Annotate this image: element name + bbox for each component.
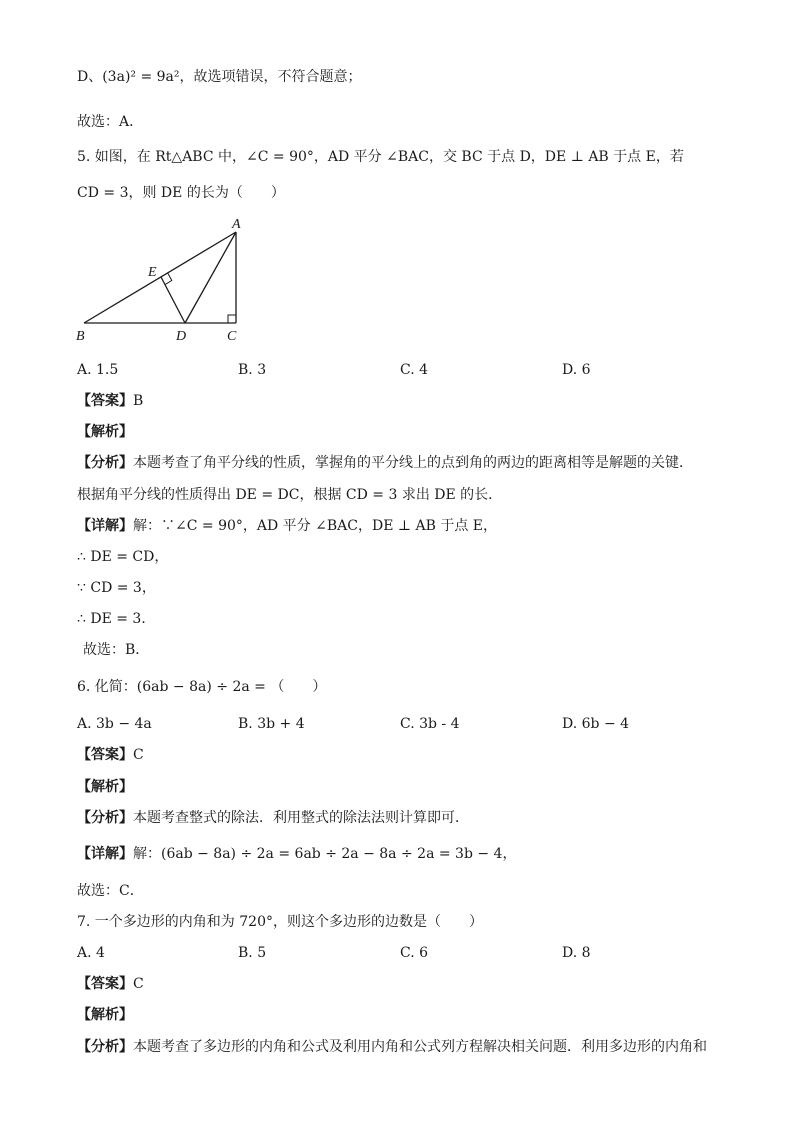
question-7-stem (77, 912, 483, 932)
detail-line (77, 516, 497, 536)
text: 本题考查整式的除法．利用整式的除法法则计算即可． (133, 810, 469, 826)
answer-tag: 【答案】 (77, 393, 133, 409)
analysis-heading (77, 422, 133, 442)
text: 解：(6ab − 8a) ÷ 2a = 6ab ÷ 2a − 8a ÷ 2a = 3b − 4， (133, 846, 517, 862)
text: 解：∵∠C = 90°，AD 平分 ∠BAC，DE ⊥ AB 于点 E， (133, 518, 497, 534)
segment-de (161, 277, 185, 323)
conclusion-line (77, 881, 144, 901)
text: 故选：C． (77, 883, 144, 899)
question-6-stem (77, 677, 326, 697)
triangle-figure (70, 214, 260, 348)
conclusion-line (83, 640, 149, 660)
answer-line (77, 974, 144, 994)
analysis-line (77, 453, 693, 473)
question-5-stem (77, 147, 684, 167)
option-c: C. 4 (400, 362, 429, 378)
answer-value: C (133, 747, 144, 763)
text: ∵ CD = 3， (77, 580, 156, 596)
answer-line (77, 745, 144, 765)
detail-line (77, 844, 516, 864)
label-c: C (227, 329, 237, 344)
answer-line (77, 391, 143, 411)
answer-tag: 【答案】 (77, 747, 133, 763)
label-a: A (232, 217, 241, 232)
text: 6. 化简：(6ab − 8a) ÷ 2a = （ ） (77, 679, 327, 695)
analysis-line-2 (77, 485, 502, 505)
text: 【解析】 (77, 779, 133, 795)
answer-value: C (133, 976, 144, 992)
option-d: D. 8 (562, 945, 591, 961)
option-c: C. 6 (400, 945, 429, 961)
text: 根据角平分线的性质得出 DE = DC，根据 CD = 3 求出 DE 的长． (77, 487, 503, 503)
detail-tag: 【详解】 (77, 846, 133, 862)
text: 【解析】 (77, 1007, 133, 1023)
text: 7. 一个多边形的内角和为 720°，则这个多边形的边数是（ ） (77, 914, 483, 930)
analysis-tag: 【分析】 (77, 455, 133, 471)
step-line-2 (77, 578, 156, 598)
text: D、(3a)² = 9a²，故选项错误，不符合题意； (77, 69, 362, 85)
right-angle-mark-c (228, 315, 236, 323)
option-a: A. 3b − 4a (77, 716, 152, 732)
label-b: B (76, 329, 85, 344)
text: 本题考查了多边形的内角和公式及利用内角和公式列方程解决相关问题．利用多边形的内角和 (133, 1039, 707, 1055)
text: 故选：A． (77, 114, 144, 130)
right-angle-mark-e (165, 273, 172, 284)
analysis-tag: 【分析】 (77, 1039, 133, 1055)
analysis-heading (77, 1005, 133, 1025)
option-b: B. 3b + 4 (238, 716, 305, 732)
option-b: B. 5 (238, 945, 267, 961)
text: 5. 如图，在 Rt△ABC 中，∠C = 90°，AD 平分 ∠BAC，交 BC 于点 D，DE ⊥ AB 于点 E，若 (77, 149, 684, 165)
side-ab (84, 232, 236, 323)
option-a: A. 4 (77, 945, 105, 961)
text: 【解析】 (77, 424, 133, 440)
question-5-stem-cont (77, 183, 285, 203)
option-d: D. 6 (562, 362, 591, 378)
option-c: C. 3b - 4 (400, 716, 460, 732)
line-option-d-prev (77, 67, 362, 87)
analysis-line (77, 1037, 707, 1057)
option-a: A. 1.5 (77, 362, 119, 378)
analysis-line (77, 808, 469, 828)
step-line-3 (77, 609, 155, 629)
detail-tag: 【详解】 (77, 518, 133, 534)
text: CD = 3，则 DE 的长为（ ） (77, 185, 285, 201)
label-d: D (176, 329, 187, 344)
text: ∴ DE = 3． (77, 611, 156, 627)
option-d: D. 6b − 4 (562, 716, 630, 732)
segment-ad (185, 232, 236, 323)
option-b: B. 3 (238, 362, 267, 378)
text: 故选：B． (83, 642, 150, 658)
answer-line-prev (77, 112, 143, 132)
analysis-heading (77, 777, 133, 797)
answer-value: B (133, 393, 144, 409)
text: ∴ DE = CD， (77, 549, 169, 565)
answer-tag: 【答案】 (77, 976, 133, 992)
analysis-tag: 【分析】 (77, 810, 133, 826)
label-e: E (148, 265, 157, 280)
step-line-1 (77, 547, 168, 567)
text: 本题考查了角平分线的性质，掌握角的平分线上的点到角的两边的距离相等是解题的关键． (133, 455, 693, 471)
